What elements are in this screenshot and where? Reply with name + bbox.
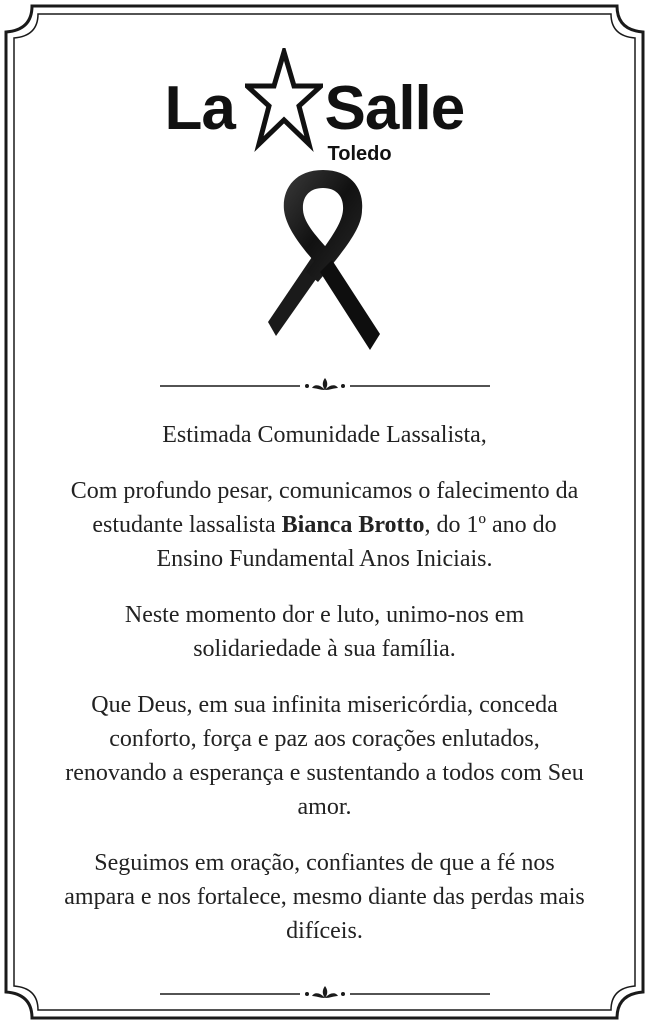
black-ribbon-icon bbox=[258, 164, 388, 360]
greeting: Estimada Comunidade Lassalista, bbox=[162, 422, 487, 448]
paragraph-solidarity: Neste momento dor e luto, unimo-nos em solidariedade à sua família. bbox=[124, 602, 525, 662]
student-name: Bianca Brotto bbox=[281, 512, 425, 538]
announcement-text-after: , do 1º ano do Ensino Fundamental Anos Iniciais. bbox=[156, 512, 557, 572]
paragraph-closing: Seguimos em oração, confiantes de que a fé nos ampara e nos fortalece, mesmo diante das perdas mais difíceis. bbox=[64, 850, 585, 944]
logo-text-la: La bbox=[164, 74, 235, 143]
star-icon bbox=[245, 48, 323, 156]
announcement-text-before: Com profundo pesar, comunicamos o falecimento da estudante lassalista bbox=[70, 478, 579, 538]
ornamental-divider-bottom bbox=[160, 982, 490, 1006]
logo-text-salle: Salle bbox=[324, 74, 465, 143]
ornamental-divider bbox=[160, 374, 490, 398]
condolence-message bbox=[60, 418, 589, 970]
paragraph-prayer: Que Deus, em sua infinita misericórdia, conceda conforto, força e paz aos corações enlutados, renovando a esperança e sustentando a todos com Seu amor. bbox=[65, 692, 584, 820]
logo-subtitle: Toledo bbox=[327, 143, 392, 165]
school-logo bbox=[0, 48, 649, 166]
paragraph-announcement bbox=[60, 474, 589, 576]
